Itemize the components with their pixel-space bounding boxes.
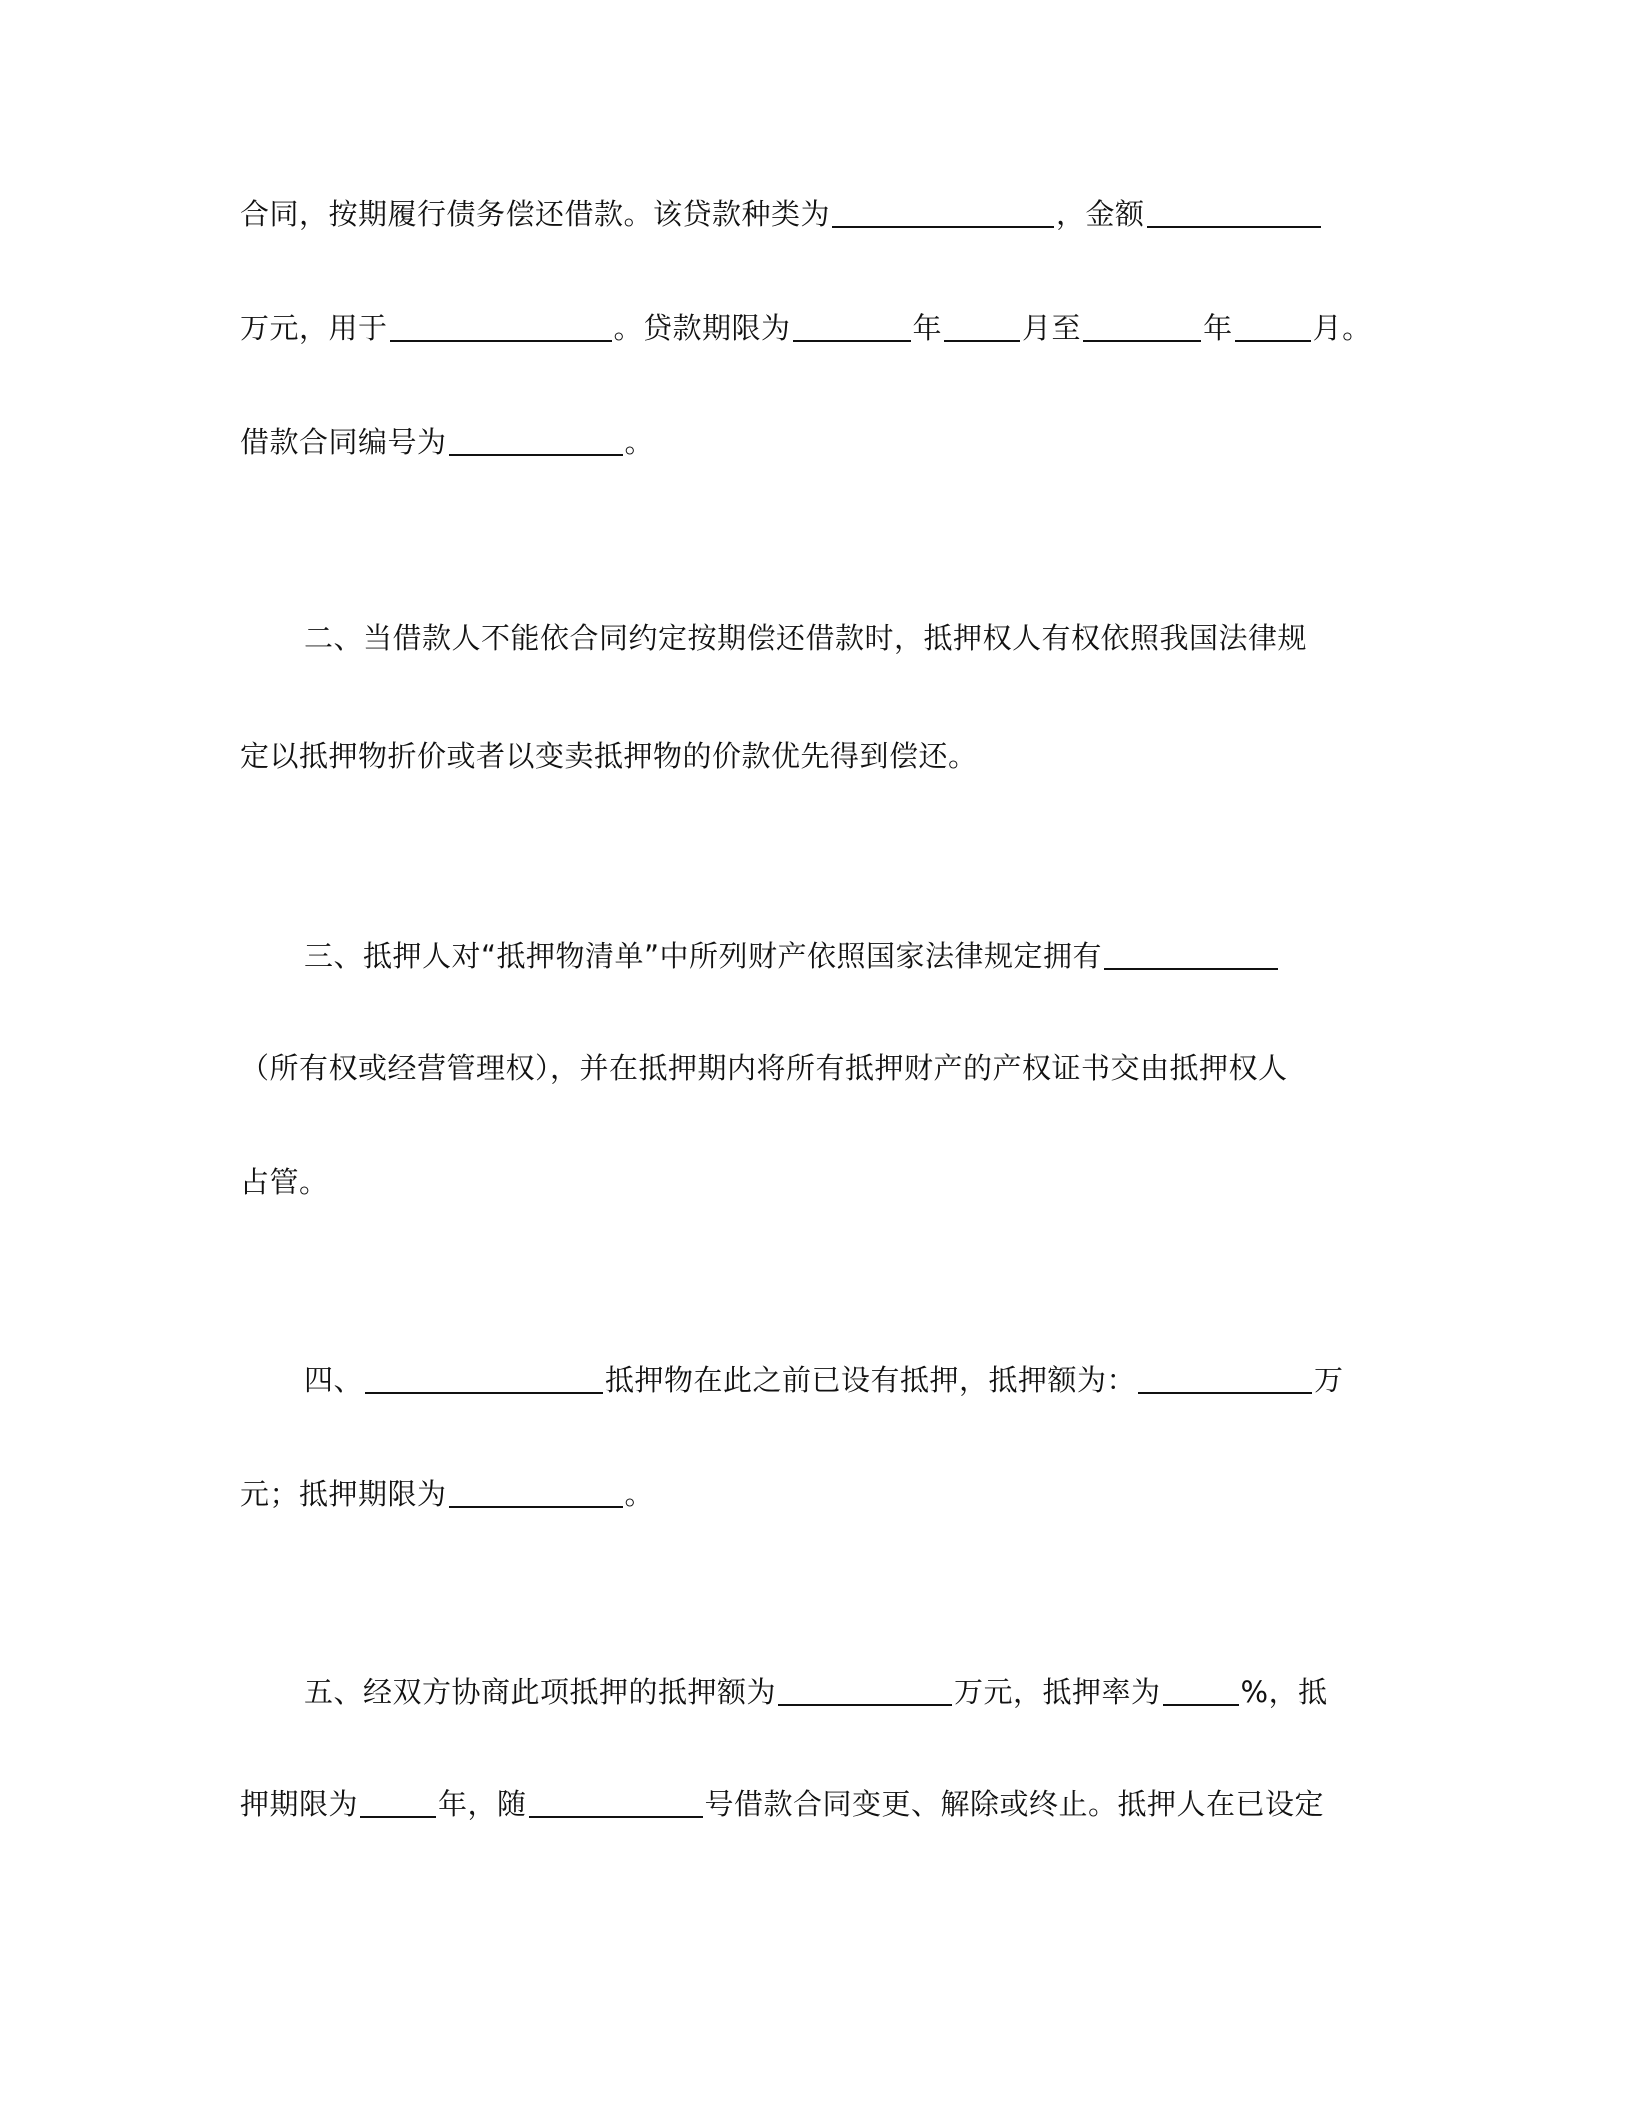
- end-month-blank[interactable]: [1235, 310, 1311, 342]
- start-year-blank[interactable]: [793, 310, 911, 342]
- text: 月。: [1312, 311, 1372, 345]
- text: 号借款合同变更、解除或终止。抵押人在已设定: [704, 1787, 1325, 1821]
- text: 。贷款期限为: [613, 311, 791, 345]
- clause1-line2: [240, 300, 1384, 356]
- clause1-line3: [240, 414, 1384, 470]
- clause3-line3: [240, 1154, 1384, 1210]
- text: 月至: [1022, 311, 1082, 345]
- text: 万: [1314, 1363, 1344, 1397]
- text: 押期限为: [240, 1787, 359, 1821]
- clause3-line1: [240, 928, 1384, 984]
- clause5-line2: [240, 1776, 1384, 1832]
- end-year-blank[interactable]: [1083, 310, 1201, 342]
- ownership-type-blank[interactable]: [1104, 938, 1278, 970]
- text: 五、经双方协商此项抵押的抵押额为: [304, 1675, 777, 1709]
- clause4-line1: [240, 1352, 1384, 1408]
- text: 借款合同编号为: [240, 425, 447, 459]
- mortgage-rate-blank[interactable]: [1163, 1674, 1239, 1706]
- text: 定以抵押物折价或者以变卖抵押物的价款优先得到偿还。: [240, 739, 978, 773]
- text: 年: [1203, 311, 1233, 345]
- text: 抵押物在此之前已设有抵押，抵押额为：: [605, 1363, 1137, 1397]
- text: 。: [624, 425, 655, 459]
- collateral-blank[interactable]: [365, 1362, 603, 1394]
- mortgage-amount-blank[interactable]: [778, 1674, 952, 1706]
- text: 。: [624, 1477, 655, 1511]
- clause1-line1: [240, 186, 1384, 242]
- text: ，金额: [1056, 197, 1145, 231]
- text: 四、: [304, 1363, 364, 1397]
- loan-amount-blank[interactable]: [1147, 196, 1321, 228]
- text: 万元，用于: [240, 311, 388, 345]
- contract-number-blank[interactable]: [449, 424, 623, 456]
- mortgage-term-blank[interactable]: [360, 1786, 436, 1818]
- text: %，抵: [1240, 1675, 1328, 1709]
- loan-type-blank[interactable]: [832, 196, 1054, 228]
- clause2-line2: [240, 728, 1384, 784]
- text: 年: [912, 311, 943, 345]
- clause2-line1: [240, 610, 1384, 666]
- clause5-line1: [240, 1664, 1384, 1720]
- loan-purpose-blank[interactable]: [390, 310, 612, 342]
- clause4-line2: [240, 1466, 1384, 1522]
- text: （所有权或经营管理权），并在抵押期内将所有抵押财产的产权证书交由抵押权人: [240, 1051, 1288, 1085]
- text: 占管。: [240, 1165, 329, 1199]
- loan-contract-number-blank[interactable]: [529, 1786, 703, 1818]
- text: 合同，按期履行债务偿还借款。该贷款种类为: [240, 197, 831, 231]
- clause3-line2: [240, 1040, 1384, 1096]
- text: 万元，抵押率为: [954, 1675, 1161, 1709]
- text: 三、抵押人对“抵押物清单”中所列财产依照国家法律规定拥有: [304, 939, 1103, 973]
- text: 元；抵押期限为: [240, 1477, 447, 1511]
- prior-mortgage-term-blank[interactable]: [449, 1476, 623, 1508]
- text: 二、当借款人不能依合同约定按期偿还借款时，抵押权人有权依照我国法律规: [304, 621, 1308, 655]
- text: 年，随: [438, 1787, 527, 1821]
- prior-mortgage-amount-blank[interactable]: [1138, 1362, 1312, 1394]
- start-month-blank[interactable]: [944, 310, 1020, 342]
